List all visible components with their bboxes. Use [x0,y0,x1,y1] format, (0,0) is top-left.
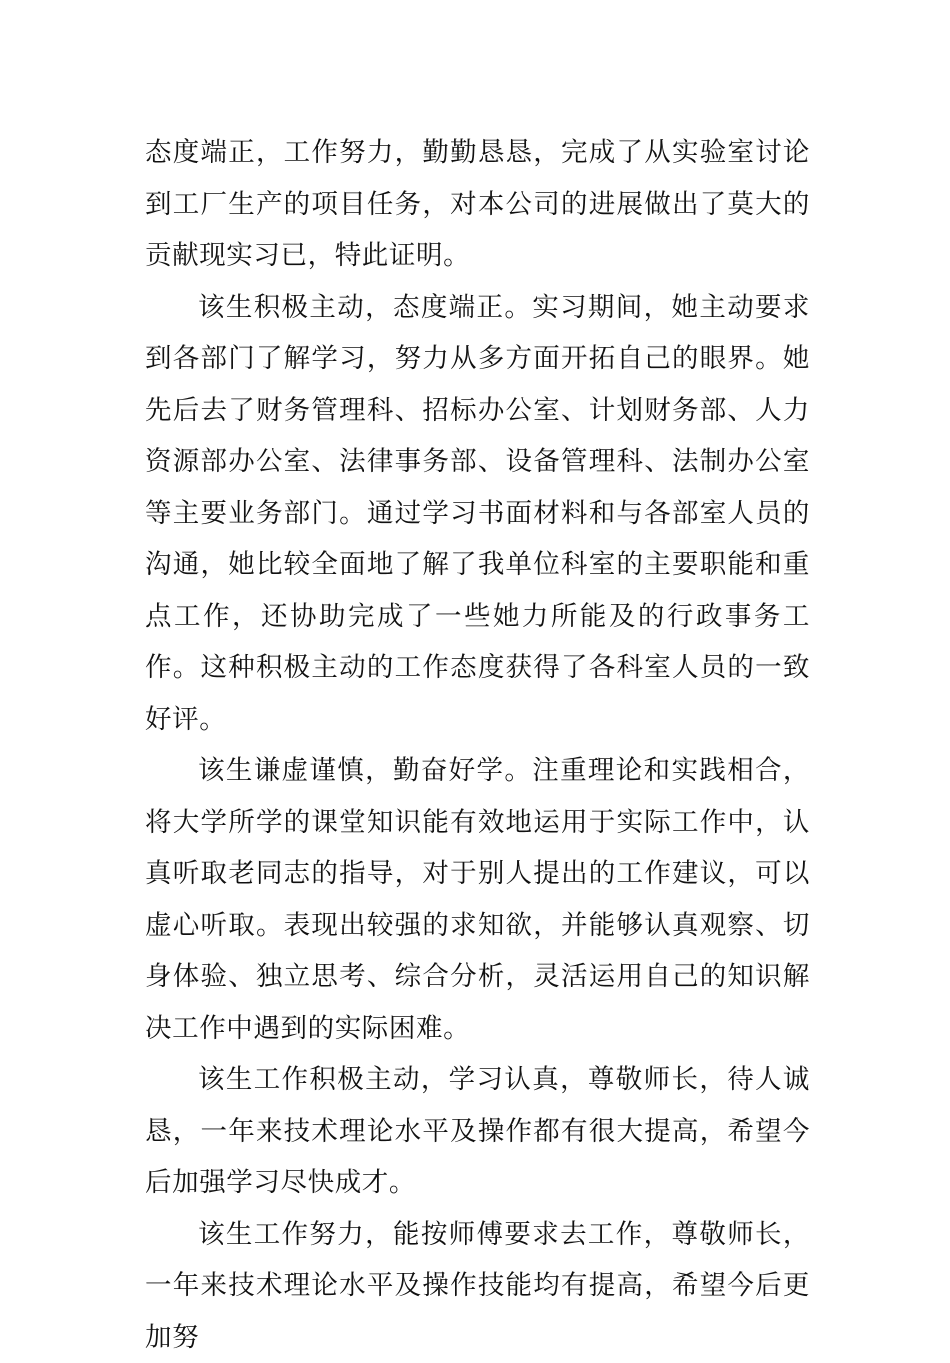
document-body [145,127,810,1363]
paragraph-modesty: 该生谦虚谨慎，勤奋好学。注重理论和实践相合，将大学所学的课堂知识能有效地运用于实际工作中，认真听取老同志的指导，对于别人提出的工作建议，可以虚心听取。表现出较强的求知欲，并能够认真观察、切身体验、独立思考、综合分析，灵活运用自己的知识解决工作中遇到的实际困难。 [145,745,810,1054]
paragraph-continuation: 态度端正，工作努力，勤勤恳恳，完成了从实验室讨论到工厂生产的项目任务，对本公司的进展做出了莫大的贡献现实习已，特此证明。 [145,127,810,282]
paragraph-effort: 该生工作努力，能按师傅要求去工作，尊敬师长，一年来技术理论水平及操作技能均有提高，希望今后更加努 [145,1209,810,1363]
paragraph-initiative: 该生积极主动，态度端正。实习期间，她主动要求到各部门了解学习，努力从多方面开拓自己的眼界。她先后去了财务管理科、招标办公室、计划财务部、人力资源部办公室、法律事务部、设备管理科、法制办公室等主要业务部门。通过学习书面材料和与各部室人员的沟通，她比较全面地了解了我单位科室的主要职能和重点工作，还协助完成了一些她力所能及的行政事务工作。这种积极主动的工作态度获得了各科室人员的一致好评。 [145,282,810,746]
paragraph-progress: 该生工作积极主动，学习认真，尊敬师长，待人诚恳，一年来技术理论水平及操作都有很大提高，希望今后加强学习尽快成才。 [145,1054,810,1209]
